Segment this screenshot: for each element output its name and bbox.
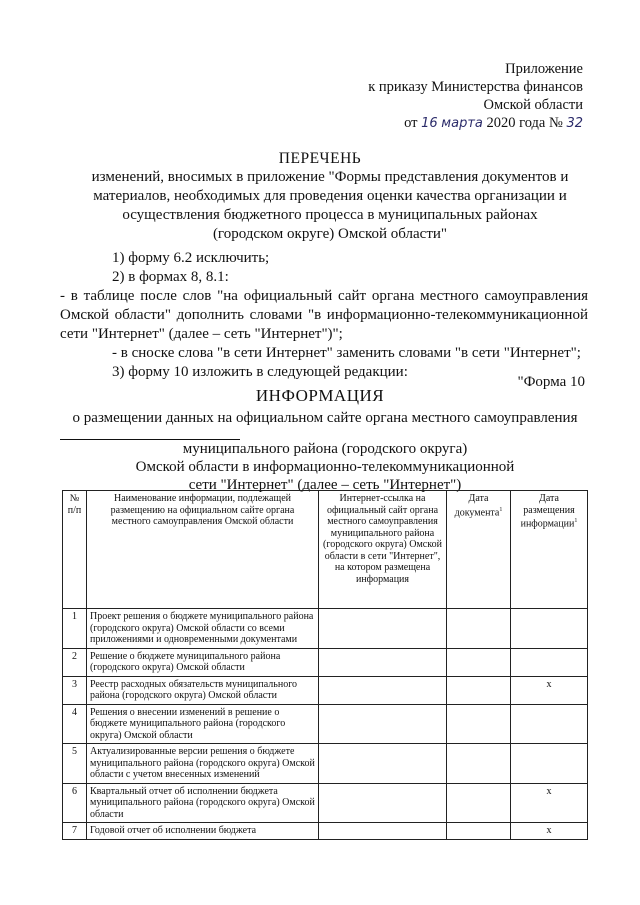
footnote-mark: 1 [574,518,578,524]
row-name: Квартальный отчет об исполнении бюджета муниципального района (городского округа) Омской области [87,783,319,823]
row-pub-date: x [511,676,588,704]
header-link: Интернет-ссылка на официальный сайт органа местного самоуправления муниципального района (городского округа) Омской области в сети "Интернет", на котором размещена информация [319,491,447,609]
row-link [319,676,447,704]
table-body [63,609,588,840]
row-doc-date [447,783,511,823]
row-pub-date [511,648,588,676]
date-prefix: от [404,115,418,131]
table-row [63,609,588,649]
row-doc-date [447,704,511,744]
table-row [63,783,588,823]
row-name: Проект решения о бюджете муниципального района (городского округа) Омской области со всеми приложениями и одновременными документами [87,609,319,649]
table-row [63,676,588,704]
row-doc-date [447,676,511,704]
change-item: 3) форму 10 изложить в следующей редакции: [112,364,408,380]
row-link [319,704,447,744]
row-pub-date: x [511,783,588,823]
list-subtitle [70,168,590,244]
row-doc-date [447,744,511,784]
row-pub-date [511,744,588,784]
row-doc-date [447,648,511,676]
list-title: ПЕРЕЧЕНЬ [278,150,362,167]
handwritten-month: марта [441,116,483,131]
blank-field [60,427,240,440]
row-name: Реестр расходных обязательств муниципального района (городского округа) Омской области [87,676,319,704]
row-num: 6 [63,783,87,823]
footnote-mark: 1 [499,506,503,513]
changes-list [60,249,588,382]
table-row [63,704,588,744]
row-num: 7 [63,823,87,840]
appendix-label: Приложение [505,61,583,77]
info-table [62,490,588,840]
date-year: 2020 года № [486,115,563,131]
row-num: 1 [63,609,87,649]
row-doc-date [447,609,511,649]
info-sub-line: сети "Интернет" (далее – сеть "Интернет") [188,477,462,493]
subtitle-line: осуществления бюджетного процесса в муниципальных районах [122,207,538,223]
table-row [63,744,588,784]
info-subtitle [60,409,590,494]
header-doc-date-text: Дата документа [454,493,500,518]
row-doc-date [447,823,511,840]
row-pub-date: x [511,823,588,840]
header-doc-date [447,491,511,609]
form-number-label: "Форма 10 [517,374,585,390]
header-name: Наименование информации, подлежащей размещению на официальном сайте органа местного самоуправления Омской области [87,491,319,609]
table-row [63,823,588,840]
header-num: № п/п [63,491,87,609]
header-pub-date-text: Дата размещения информации [520,493,575,530]
handwritten-day: 16 [421,116,438,131]
row-pub-date [511,704,588,744]
row-link [319,744,447,784]
info-sub-line: о размещении данных на официальном сайте органа местного самоуправления [72,410,578,426]
row-link [319,609,447,649]
row-link [319,783,447,823]
info-sub-line: Омской области в информационно-телекоммуникационной [135,459,515,475]
change-item: 2) в формах 8, 8.1: [112,269,229,285]
table-row [63,648,588,676]
subtitle-line: (городском округе) Омской области" [212,226,448,242]
row-num: 3 [63,676,87,704]
appendix-header [283,60,583,133]
row-num: 4 [63,704,87,744]
row-link [319,823,447,840]
row-name: Решения о внесении изменений в решение о бюджете муниципального района (городского округа) Омской области [87,704,319,744]
change-item: 1) форму 6.2 исключить; [112,250,270,266]
row-link [319,648,447,676]
subtitle-line: изменений, вносимых в приложение "Формы представления документов и [91,169,569,185]
info-title: ИНФОРМАЦИЯ [255,386,385,405]
order-label: к приказу Министерства финансов [368,79,583,95]
handwritten-number: 32 [566,116,583,131]
subtitle-line: материалов, необходимых для проведения оценки качества организации и [93,188,567,204]
header-pub-date [511,491,588,609]
change-item: - в сноске слова "в сети Интернет" заменить словами "в сети "Интернет"; [112,345,581,361]
info-sub-text: муниципального района (городского округа) [182,441,468,457]
info-sub-line-2 [60,427,590,458]
change-item: - в таблице после слов "на официальный сайт органа местного самоуправления Омской области" дополнить словами "в информационно-телекоммуникационной сети "Интернет" (далее – сеть "Интернет")"; [60,288,588,342]
row-pub-date [511,609,588,649]
table-header-row [63,491,588,609]
row-num: 5 [63,744,87,784]
row-name: Годовой отчет об исполнении бюджета [87,823,319,840]
row-num: 2 [63,648,87,676]
row-name: Актуализированные версии решения о бюджете муниципального района (городского округа) Омской области с учетом внесенных изменений [87,744,319,784]
region-label: Омской области [483,97,583,113]
order-date-line [283,114,583,133]
row-name: Решение о бюджете муниципального района (городского округа) Омской области [87,648,319,676]
